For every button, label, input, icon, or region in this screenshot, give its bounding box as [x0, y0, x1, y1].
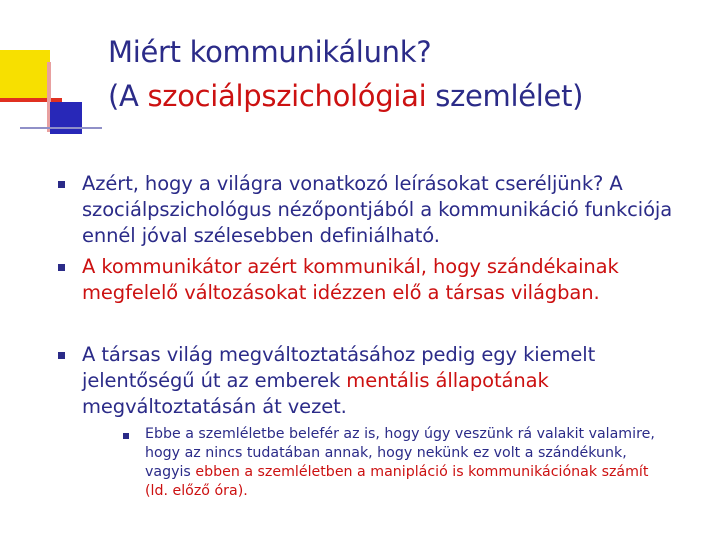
title-prefix: (A	[108, 79, 148, 113]
bullet-square-icon	[58, 181, 65, 188]
bullet-square-icon	[58, 352, 65, 359]
list-item	[82, 254, 672, 306]
sub-list-item	[145, 425, 665, 501]
title-suffix: szemlélet)	[426, 79, 584, 113]
list-item-text-suffix: megváltoztatásán át vezet.	[82, 395, 347, 418]
sub-item-text-prefix: Ebbe a szemléletbe belefér az is, hogy úgy veszünk rá valakit valamire, hogy az nincs tudatában annak, hogy nekünk ez volt a szándékunk, vagyis	[145, 426, 655, 480]
title-line-1: Miért kommunikálunk?	[108, 35, 432, 69]
list-item-text: A kommunikátor azért kommunikál, hogy szándékainak megfelelő változásokat idézzen elő a társas világban.	[82, 255, 619, 304]
sub-bullet-square-icon	[123, 433, 129, 439]
list-item-text: Azért, hogy a világra vonatkozó leírásokat cseréljünk? A szociálpszichológus nézőpontjából a kommunikáció funkciója ennél jóval szélesebben definiálható.	[82, 172, 673, 247]
bullet-square-icon	[58, 264, 65, 271]
title-highlight: szociálpszichológiai	[147, 79, 427, 113]
list-item	[82, 171, 692, 249]
list-item-text-prefix: A társas világ megváltoztatásához pedig egy kiemelt jelentőségű út az emberek	[82, 343, 596, 392]
list-item	[82, 342, 662, 420]
list-item-highlight: mentális állapotának	[346, 369, 549, 392]
sub-item-highlight: ebben a szemléletben a manipláció is kommunikációnak számít (ld. előző óra).	[145, 464, 649, 499]
